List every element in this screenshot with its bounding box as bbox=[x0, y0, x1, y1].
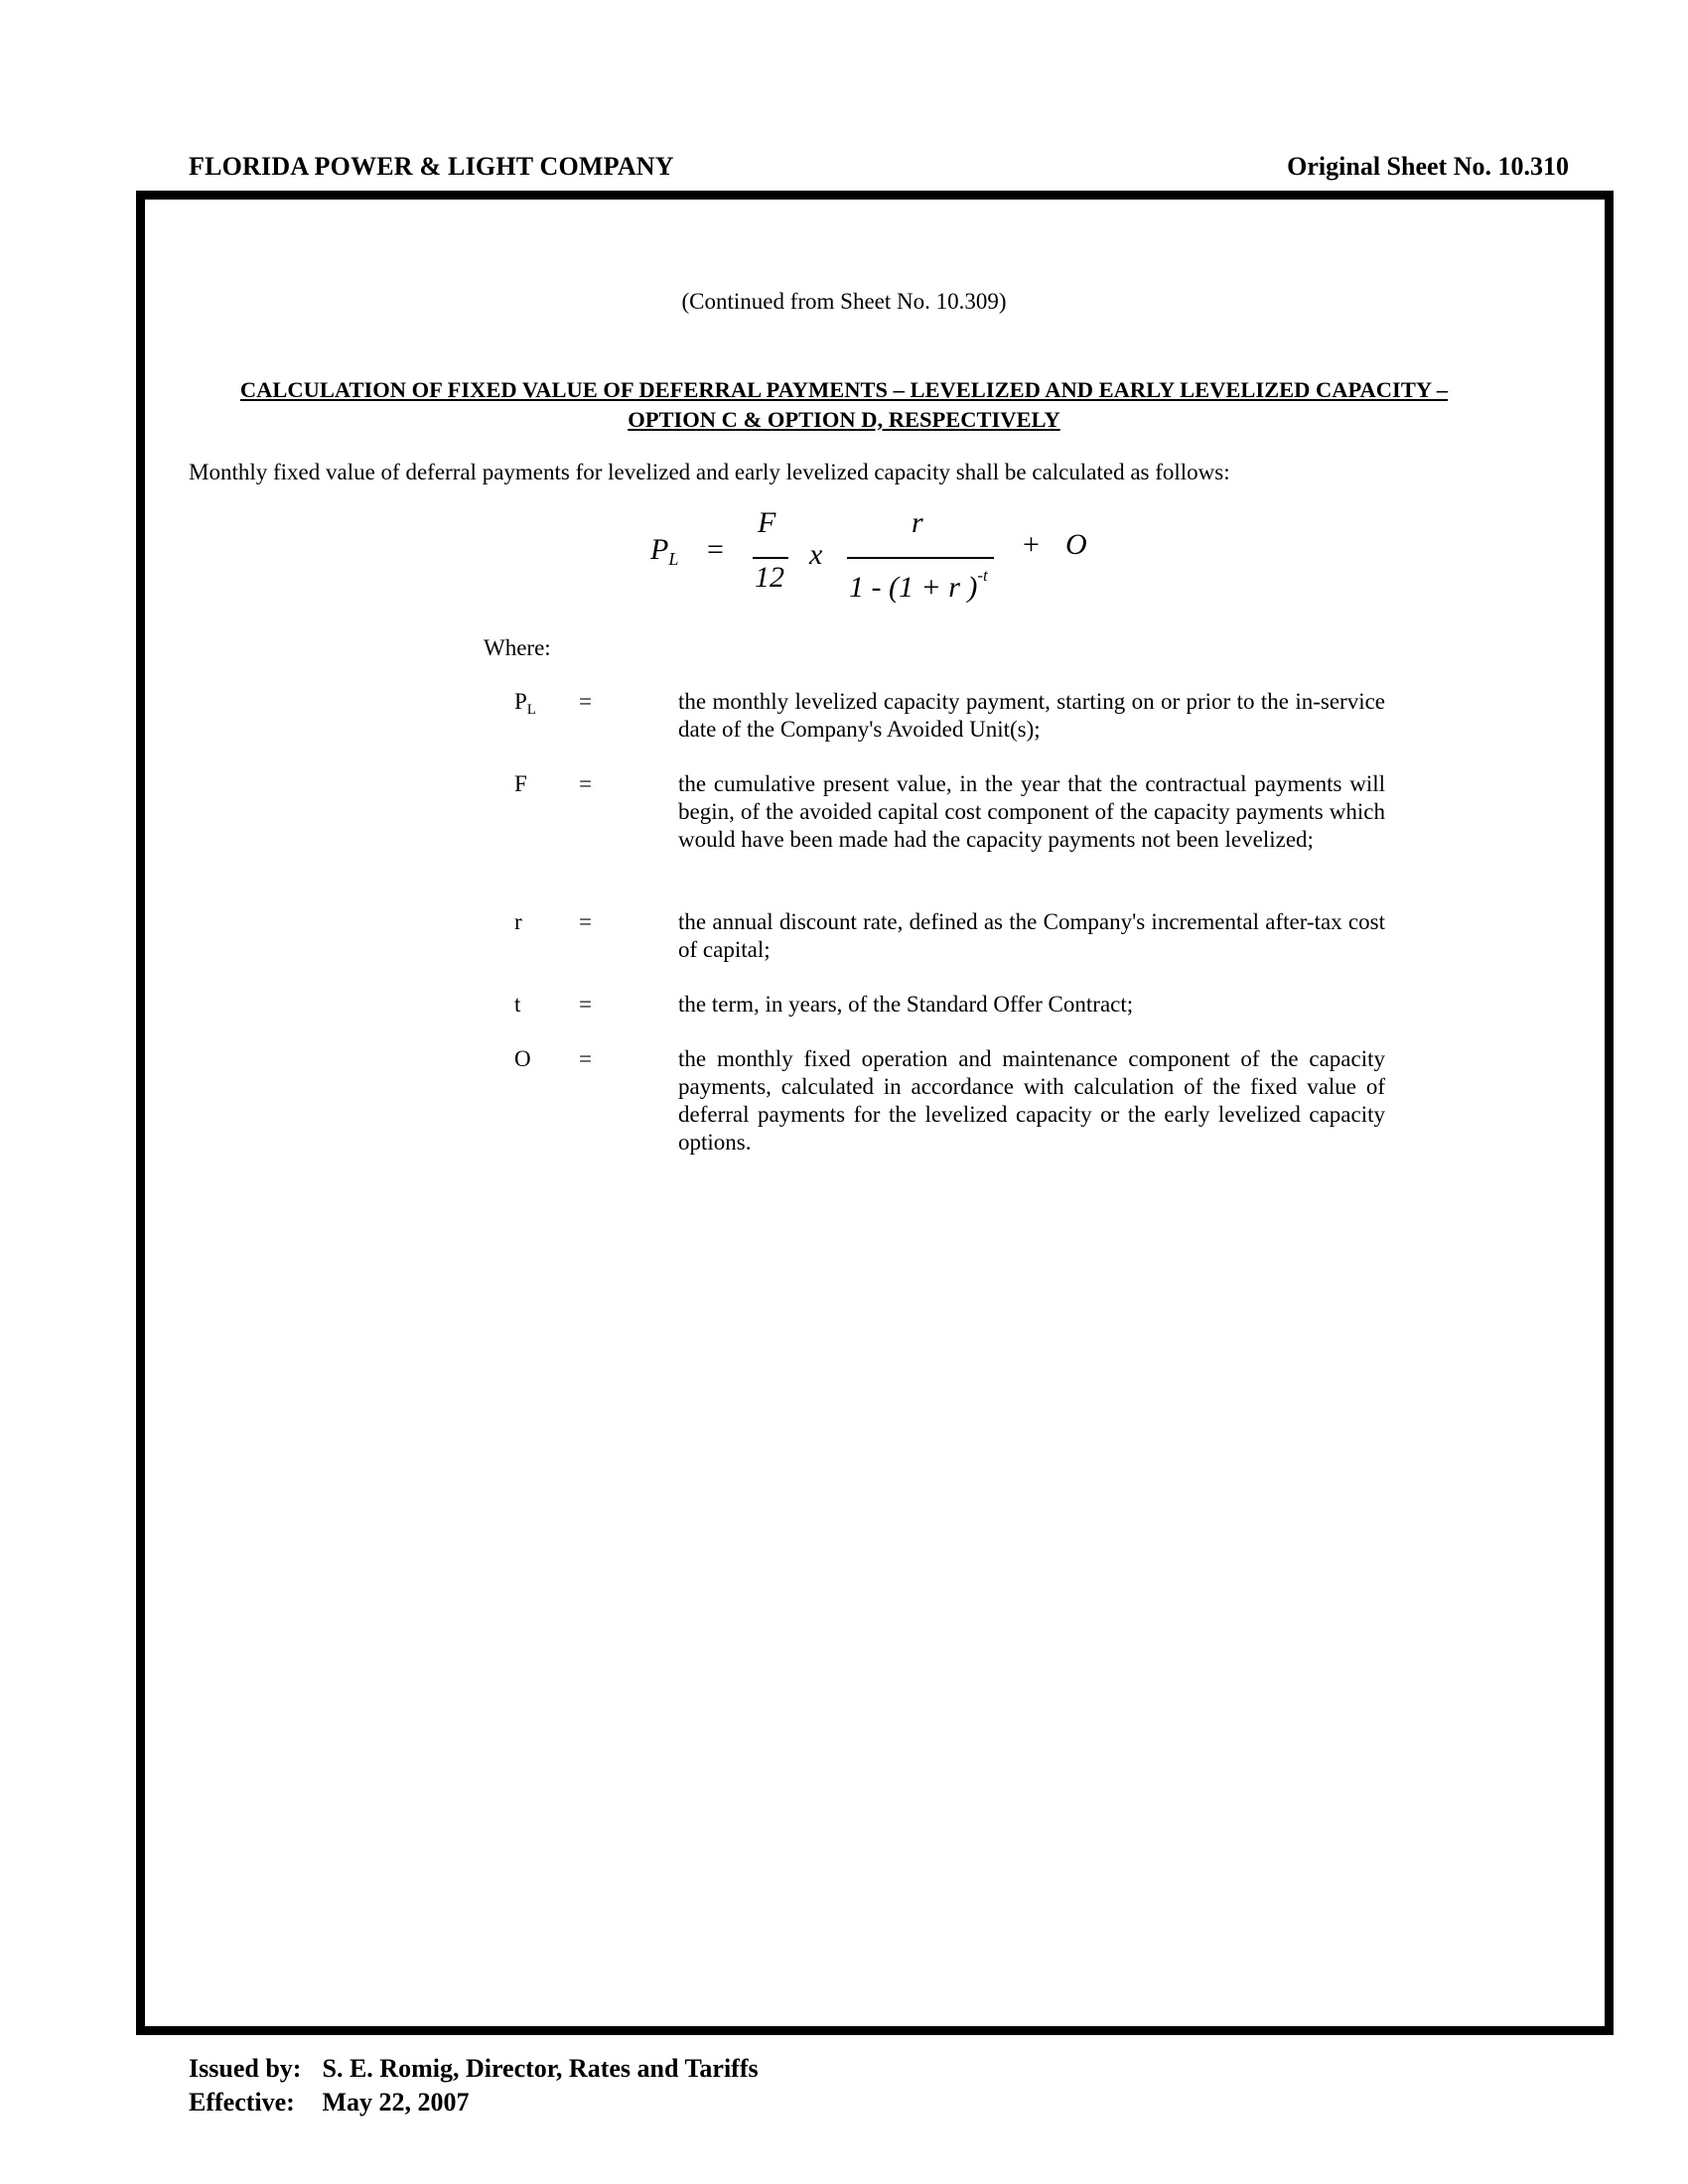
formula-equals: = bbox=[707, 533, 724, 566]
issued-by-value: S. E. Romig, Director, Rates and Tariffs bbox=[322, 2054, 759, 2083]
definition-text: the annual discount rate, defined as the Company's incremental after-tax cost of capital; bbox=[678, 909, 1385, 962]
definition-symbol-base: P bbox=[514, 689, 527, 714]
definition-symbol-subscript: L bbox=[526, 702, 536, 718]
formula-o-term: O bbox=[1065, 528, 1087, 561]
company-name: FLORIDA POWER & LIGHT COMPANY bbox=[189, 152, 674, 181]
effective-label: Effective: bbox=[189, 2088, 295, 2116]
formula-lhs-subscript: L bbox=[668, 549, 679, 569]
definition-symbol bbox=[514, 688, 536, 724]
effective-line bbox=[189, 2086, 759, 2119]
definition-symbol: r bbox=[514, 909, 522, 934]
formula-r-numerator: r bbox=[912, 506, 923, 539]
definition-symbol: O bbox=[514, 1046, 531, 1071]
formula-times: x bbox=[809, 538, 823, 571]
definition-symbol: F bbox=[514, 771, 527, 796]
effective-value: May 22, 2007 bbox=[322, 2088, 470, 2116]
formula-plus: + bbox=[1023, 528, 1040, 561]
continued-note: (Continued from Sheet No. 10.309) bbox=[681, 289, 1007, 314]
section-title-line-2: OPTION C & OPTION D, RESPECTIVELY bbox=[628, 407, 1060, 432]
definition-equals: = bbox=[579, 992, 592, 1017]
footer bbox=[189, 2052, 759, 2119]
issued-by-line bbox=[189, 2052, 759, 2086]
definition-text: the cumulative present value, in the year that the contractual payments will begin, of the avoided capital cost component of the capacity payments which would have been made had the capacity payments not been levelized; bbox=[678, 771, 1385, 852]
formula-r-denominator-exponent: -t bbox=[977, 566, 988, 585]
formula-lhs-symbol: P bbox=[650, 533, 669, 566]
section-title-line-1: CALCULATION OF FIXED VALUE OF DEFERRAL PAYMENTS – LEVELIZED AND EARLY LEVELIZED CAPACITY – bbox=[239, 377, 1449, 402]
definition-equals: = bbox=[579, 689, 592, 714]
definition-text: the term, in years, of the Standard Offer Contract; bbox=[678, 992, 1134, 1017]
formula-r-denominator bbox=[849, 566, 988, 605]
where-label: Where: bbox=[484, 635, 551, 660]
formula-f-numerator: F bbox=[758, 506, 776, 539]
sheet-number: Original Sheet No. 10.310 bbox=[1287, 152, 1569, 181]
levelized-payment-formula bbox=[0, 0, 1688, 615]
formula-r-denominator-base: 1 - (1 + r ) bbox=[849, 571, 978, 604]
definition-equals: = bbox=[579, 771, 592, 796]
formula-f-fraction-bar bbox=[753, 557, 788, 559]
definition-text: the monthly levelized capacity payment, starting on or prior to the in-service date of the Company's Avoided Unit(s); bbox=[678, 689, 1385, 742]
definition-equals: = bbox=[579, 1046, 592, 1071]
formula-r-fraction-bar bbox=[847, 557, 994, 559]
definition-equals: = bbox=[579, 909, 592, 934]
definition-text: the monthly fixed operation and maintenance component of the capacity payments, calculated in accordance with calculation of the fixed value of deferral payments for the levelized capacity or the early levelized capacity options. bbox=[678, 1046, 1385, 1155]
definition-symbol: t bbox=[514, 992, 521, 1017]
formula-lhs bbox=[650, 533, 678, 570]
formula-f-denominator: 12 bbox=[755, 561, 784, 594]
intro-paragraph: Monthly fixed value of deferral payments for levelized and early levelized capacity shall be calculated as follows: bbox=[189, 460, 1230, 484]
issued-by-label: Issued by: bbox=[189, 2054, 302, 2083]
